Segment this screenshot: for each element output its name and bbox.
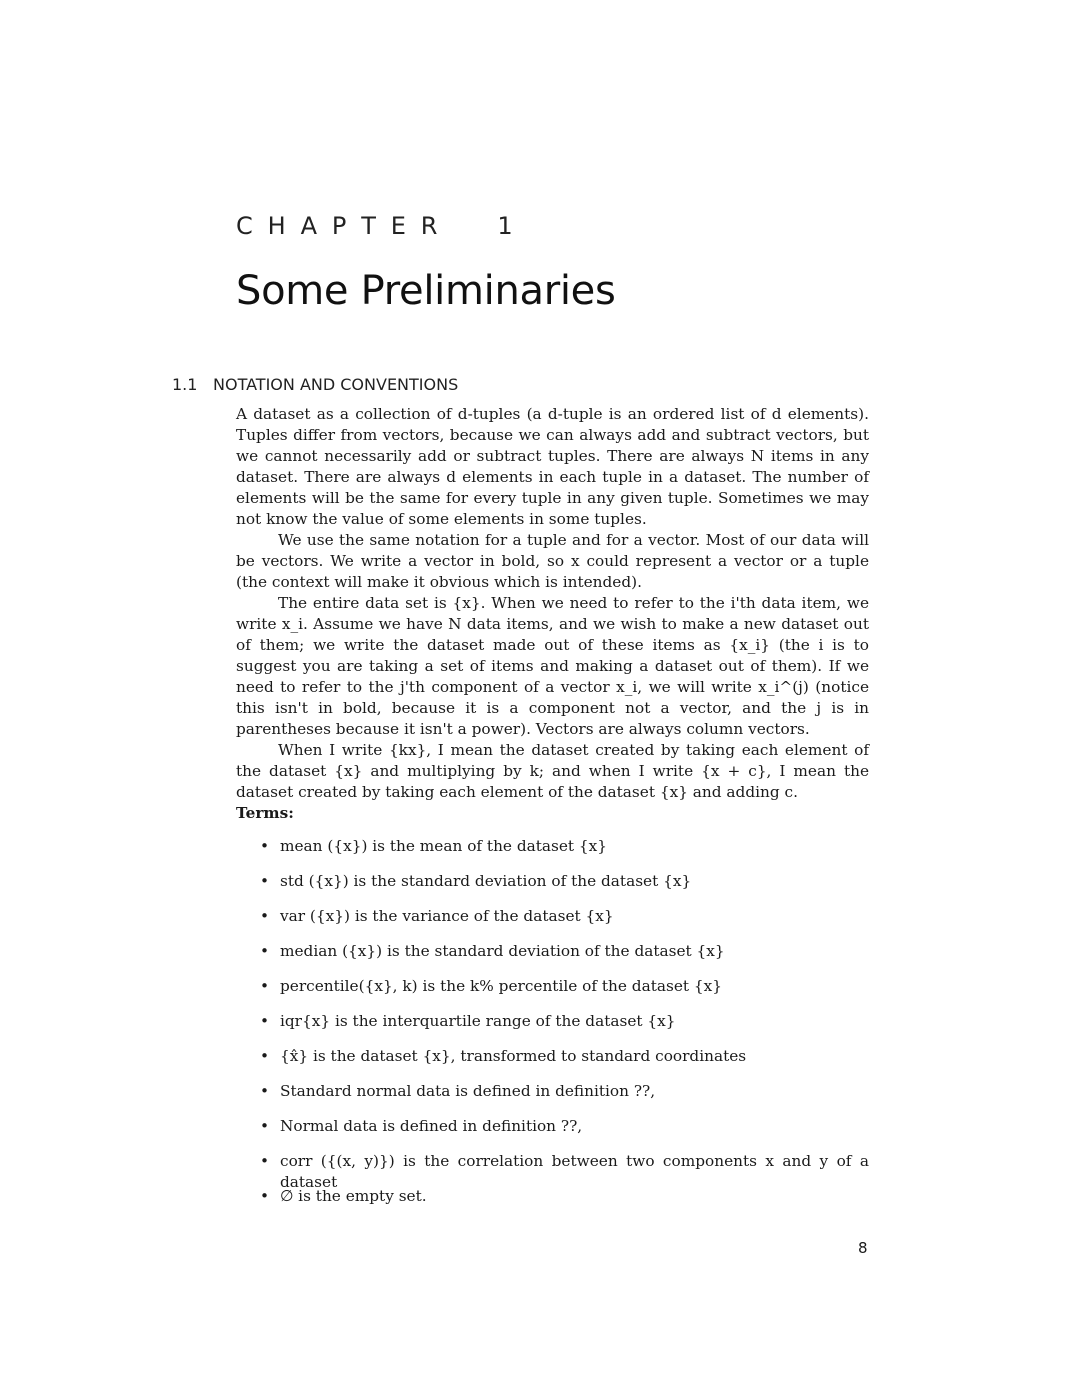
term-item: • mean ({x}) is the mean of the dataset {x}: [260, 836, 869, 871]
terms-list: [260, 836, 869, 1221]
term-item: • corr ({(x, y)}) is the correlation between two components x and y of a dataset: [260, 1151, 869, 1186]
term-item: • {x̂} is the dataset {x}, transformed to standard coordinates: [260, 1046, 869, 1081]
term-item: • var ({x}) is the variance of the dataset {x}: [260, 906, 869, 941]
term-item: • std ({x}) is the standard deviation of the dataset {x}: [260, 871, 869, 906]
term-item: • ∅ is the empty set.: [260, 1186, 869, 1221]
term-item: • Standard normal data is defined in definition ??,: [260, 1081, 869, 1116]
terms-label: Terms:: [236, 804, 294, 822]
term-item: • percentile({x}, k) is the k% percentile of the dataset {x}: [260, 976, 869, 1011]
paragraph-3: The entire data set is {x}. When we need to refer to the i'th data item, we write x_i. Assume we have N data items, and we wish to make a new dataset out of them; we write the dataset made out of these items as {x_i} (the i is to suggest you are taking a set of items and making a dataset out of them). If we need to refer to the j'th component of a vector x_i, we will write x_i^(j) (notice this isn't in bold, because it is a component not a vector, and the j is in parentheses because it isn't a power). Vectors are always column vectors.: [236, 594, 869, 738]
term-item: • Normal data is defined in definition ??,: [260, 1116, 869, 1151]
body-text: [236, 404, 869, 1221]
term-item: • median ({x}) is the standard deviation of the dataset {x}: [260, 941, 869, 976]
section-heading: [172, 375, 458, 394]
page-number: 8: [858, 1239, 868, 1257]
section-title: NOTATION AND CONVENTIONS: [213, 375, 459, 394]
chapter-title: Some Preliminaries: [236, 268, 616, 314]
section-number: 1.1: [172, 375, 198, 394]
chapter-label: CHAPTER 1: [236, 212, 528, 240]
paragraph-4: When I write {kx}, I mean the dataset created by taking each element of the dataset {x} and multiplying by k; and when I write {x + c}, I mean the dataset created by taking each element of the dataset {x} and adding c.: [236, 741, 869, 801]
term-item: • iqr{x} is the interquartile range of the dataset {x}: [260, 1011, 869, 1046]
paragraph-2: We use the same notation for a tuple and for a vector. Most of our data will be vectors. We write a vector in bold, so x could represent a vector or a tuple (the context will make it obvious which is intended).: [236, 531, 869, 591]
paragraph-1: A dataset as a collection of d-tuples (a d-tuple is an ordered list of d elements). Tuples differ from vectors, because we can always add and subtract vectors, but we cannot necessarily add or subtract tuples. There are always N items in any dataset. There are always d elements in each tuple in a dataset. The number of elements will be the same for every tuple in any given tuple. Sometimes we may not know the value of some elements in some tuples.: [236, 405, 869, 528]
